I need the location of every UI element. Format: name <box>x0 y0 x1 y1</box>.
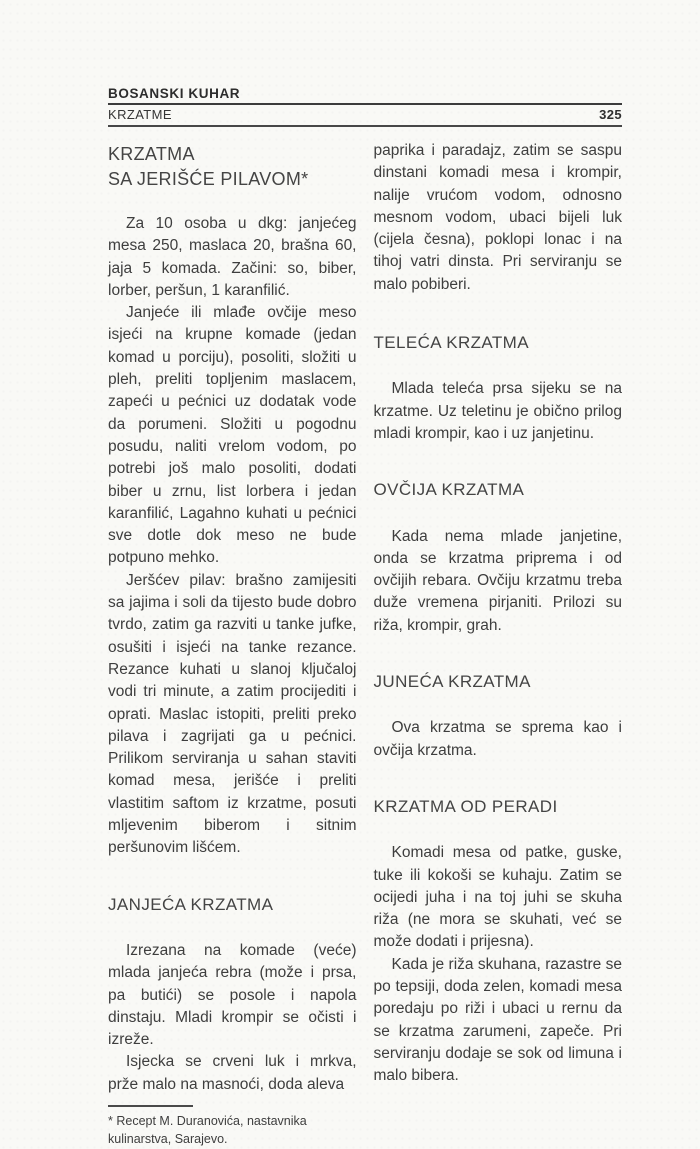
footnote: * Recept M. Duranovića, nastavnika kulinarstva, Sarajevo. <box>108 1113 307 1147</box>
two-column-layout <box>108 140 622 1149</box>
section-heading-ovcija-krzatma: OVČIJA KRZATMA <box>373 480 525 500</box>
footnote-divider <box>108 1105 193 1107</box>
section-heading-juneca-krzatma: JUNEĆA KRZATMA <box>373 672 531 692</box>
section-heading-teleca-krzatma: TELEĆA KRZATMA <box>373 333 529 353</box>
continuation-paragraph: paprika i paradajz, zatim se saspu dinstani komadi mesa i krompir, nalije vrućom vodom, odnosno mesnom vodom, ubaci bijeli luk (cijela česna), poklopi lonac i na tihoj vatri dinsta. Pri serviranju se malo pobiberi. <box>373 142 622 293</box>
paragraph: Komadi mesa od patke, guske, tuke ili kokoši se kuhaju. Zatim se ocijedi juha i na toj juhi se skuha riža (ne mora se skuhati, već se može dodati i prijesna). <box>373 844 622 951</box>
paragraph: Jeršćev pilav: brašno zamijesiti sa jajima i soli da tijesto bude dobro tvrdo, zatim ga razviti u tanke jufke, osušiti i isjeći na tanke rezance. Rezance kuhati u slanoj ključaloj vodi tri minute, a zatim procijediti i oprati. Maslac istopiti, preliti preko pilava i zagrijati ga u pećnici. Prilikom serviranja u sahan staviti komad mesa, jerišće i preliti vlastitim saftom iz krzatme, posuti mljevenim biberom i sitnim peršunovim lišćem. <box>108 571 357 857</box>
book-title: BOSANSKI KUHAR <box>108 86 622 105</box>
paragraph: Kada nema mlade janjetine, onda se krzatma priprema i od ovčijih rebara. Ovčiju krzatmu treba duže vremena pirjaniti. Prilozi su riža, krompir, grah. <box>373 527 622 634</box>
recipe-title <box>108 142 357 192</box>
paragraph: Ova krzatma se sprema kao i ovčija krzatma. <box>373 719 622 759</box>
page-number: 325 <box>599 107 622 122</box>
right-column <box>374 140 623 1149</box>
left-column <box>108 140 357 1149</box>
section-heading-janjeca-krzatma: JANJEĆA KRZATMA <box>108 894 274 914</box>
chapter-title: KRZATME <box>108 107 172 122</box>
recipe-title-line-2: SA JERIŠĆE PILAVOM* <box>108 169 309 189</box>
section-heading-krzatma-od-peradi: KRZATMA OD PERADI <box>373 796 558 816</box>
running-head <box>108 105 622 127</box>
paragraph: Janjeće ili mlađe ovčije meso isjeći na krupne komade (jedan komad u porciju), posoliti, složiti u pleh, preliti topljenim maslacem, zapeći u pećnici uz dodatak vode da porumeni. Složiti u pogodnu posudu, naliti vrelom vodom, po potrebi još malo posoliti, dodati biber u zrnu, list lorbera i jedan karanfilić, Lagahno kuhati u pećnici sve dotle dok meso ne bude potpuno mehko. <box>108 304 357 567</box>
recipe-title-line-1: KRZATMA <box>108 144 195 164</box>
paragraph: Za 10 osoba u dkg: janjećeg mesa 250, maslaca 20, brašna 60, jaja 5 komada. Začini: so, biber, lorber, peršun, 1 karanfilić. <box>108 215 357 299</box>
paragraph: Kada je riža skuhana, razastre se po tepsiji, doda zelen, komadi mesa poredaju po riži i ubaci u rernu da se krzatma zarumeni, zapeče. Pri serviranju dodaje se sok od limuna i malo bibera. <box>373 955 622 1085</box>
paragraph: Isjecka se crveni luk i mrkva, prže malo na masnoći, doda aleva <box>108 1053 357 1093</box>
paragraph: Izrezana na komade (veće) mlada janjeća rebra (može i prsa, pa butići) se posole i napola dinstaju. Mladi krompir se očisti i izreže. <box>108 941 357 1049</box>
paragraph: Mlada teleća prsa sijeku se na krzatme. Uz teletinu je obično prilog mladi krompir, kao i uz janjetinu. <box>373 380 622 442</box>
